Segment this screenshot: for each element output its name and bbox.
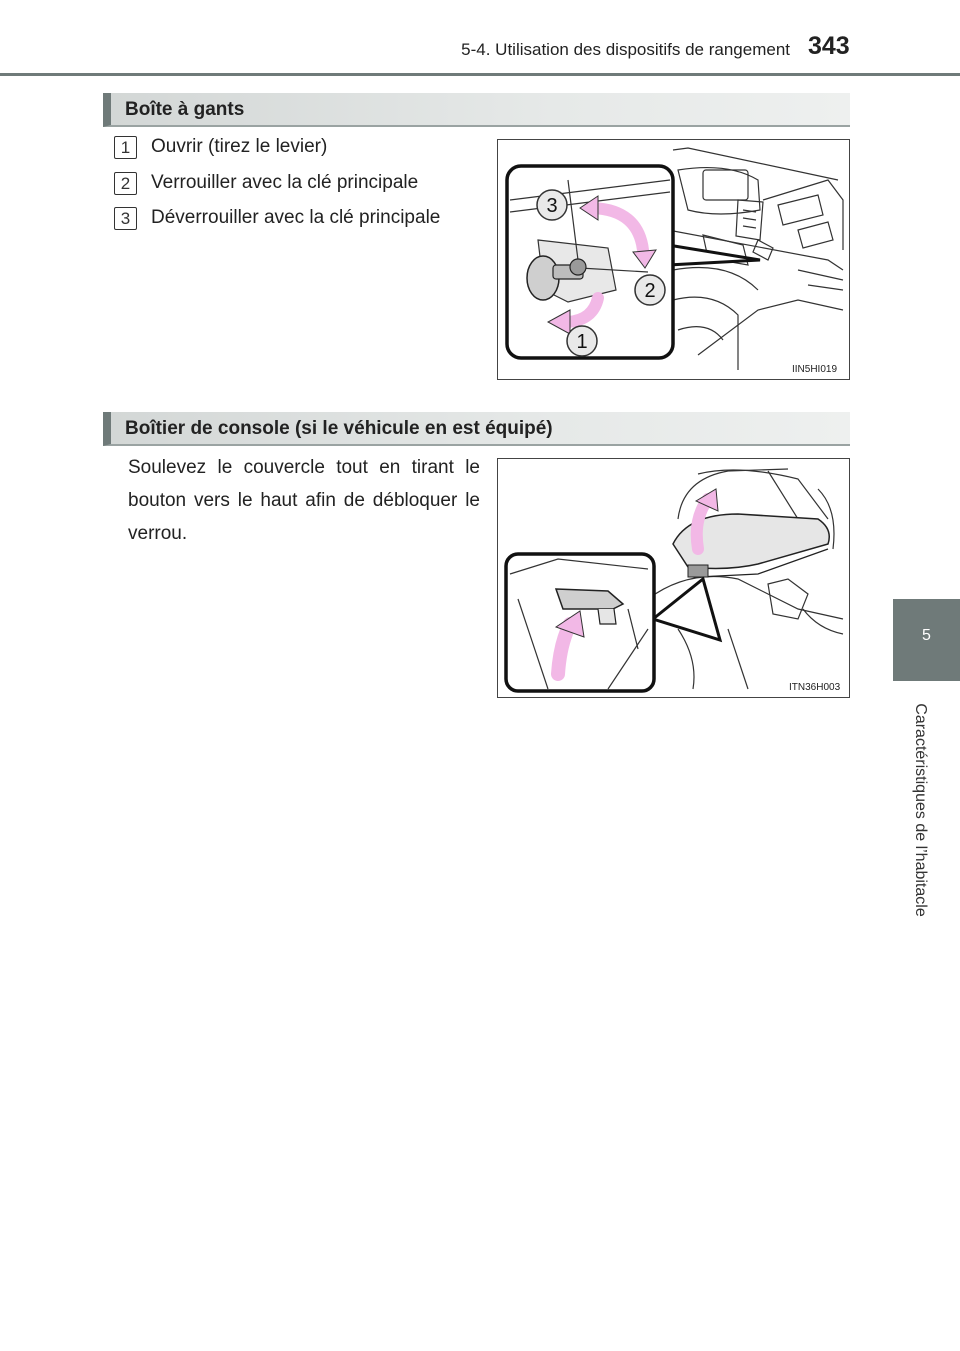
glovebox-illustration — [497, 139, 850, 380]
console-drawing — [498, 459, 849, 697]
step-number: 3 — [114, 207, 137, 230]
step-number: 1 — [114, 136, 137, 159]
section-heading-text: Boîtier de console (si le véhicule en est équipé) — [125, 418, 553, 439]
header-rule — [0, 73, 960, 76]
chapter-title: Caractéristiques de l’habitacle — [912, 703, 929, 917]
chapter-tab: 5 — [893, 599, 960, 681]
callout-label: 1 — [576, 331, 588, 353]
figure-code: IIN5HI019 — [792, 364, 838, 375]
running-header-title: 5-4. Utilisation des dispositifs de rangement — [461, 40, 790, 59]
step-text: Ouvrir (tirez le levier) — [151, 136, 328, 157]
console-description: Soulevez le couvercle tout en tirant le bouton vers le haut afin de débloquer le verrou. — [128, 457, 480, 544]
section-heading-glovebox — [103, 93, 850, 127]
console-box-illustration — [497, 458, 850, 698]
callout-label: 3 — [546, 195, 558, 217]
figure-code: ITN36H003 — [789, 682, 841, 693]
step-number: 2 — [114, 172, 137, 195]
step-text: Déverrouiller avec la clé principale — [151, 207, 441, 228]
section-heading-console — [103, 412, 850, 446]
page-number: 343 — [808, 32, 850, 60]
callout-label: 2 — [644, 280, 656, 302]
step-item-1 — [114, 136, 474, 162]
step-item-3 — [114, 207, 474, 233]
chapter-side-label — [870, 690, 960, 930]
section-heading-text: Boîte à gants — [125, 99, 245, 120]
step-text: Verrouiller avec la clé principale — [151, 172, 419, 193]
step-item-2 — [114, 172, 474, 198]
glovebox-drawing — [498, 140, 849, 379]
